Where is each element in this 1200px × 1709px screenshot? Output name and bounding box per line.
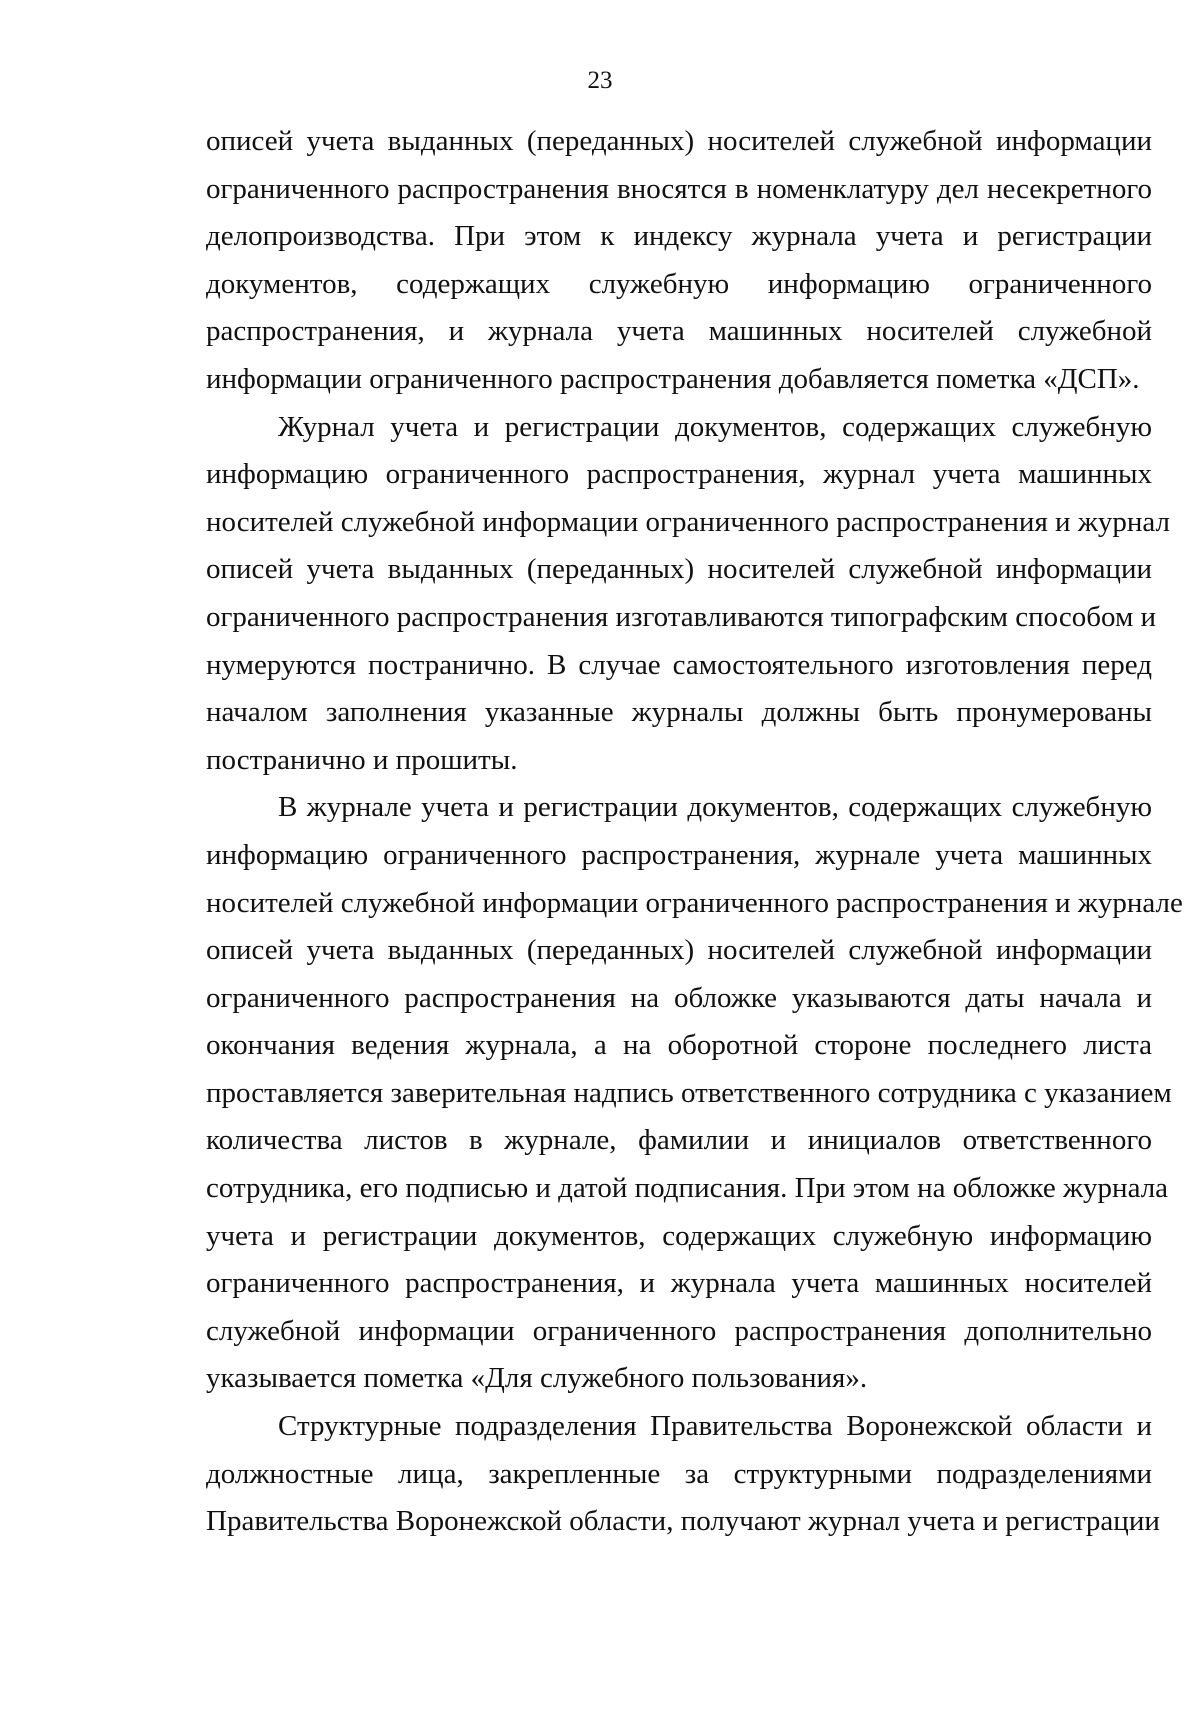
paragraph-line: описей учета выданных (переданных) носителей служебной информации: [206, 934, 1152, 967]
paragraph-line: Структурные подразделения Правительства Воронежской области и: [278, 1410, 1152, 1443]
paragraph-4: [206, 1403, 1160, 1546]
paragraph-line: Правительства Воронежской области, получают журнал учета и регистрации: [206, 1505, 1160, 1538]
paragraph-line: распространения, и журнала учета машинных носителей служебной: [206, 315, 1152, 348]
paragraph-line: учета и регистрации документов, содержащих служебную информацию: [206, 1219, 1152, 1252]
paragraph-line: ограниченного распространения изготавливаются типографским способом и: [206, 600, 1157, 633]
paragraph-line: служебной информации ограниченного распространения дополнительно: [206, 1314, 1152, 1347]
paragraph-line: ограниченного распространения вносятся в номенклатуру дел несекретного: [206, 172, 1152, 205]
paragraph-line: В журнале учета и регистрации документов, содержащих служебную: [278, 791, 1152, 824]
paragraph-line: носителей служебной информации ограниченного распространения и журнале: [206, 886, 1183, 919]
paragraph-line: постранично и прошиты.: [206, 743, 518, 776]
paragraph-line: должностные лица, закрепленные за структурными подразделениями: [206, 1457, 1152, 1490]
paragraph-line: ограниченного распространения, и журнала учета машинных носителей: [206, 1267, 1152, 1300]
paragraph-line: окончания ведения журнала, а на оборотной стороне последнего листа: [206, 1029, 1152, 1062]
paragraph-line: информации ограниченного распространения добавляется пометка «ДСП».: [206, 362, 1140, 395]
paragraph-3: [206, 784, 1183, 1403]
paragraph-line: началом заполнения указанные журналы должны быть пронумерованы: [206, 696, 1152, 729]
paragraph-line: описей учета выданных (переданных) носителей служебной информации: [206, 553, 1152, 586]
paragraph-line: описей учета выданных (переданных) носителей служебной информации: [206, 125, 1152, 157]
paragraph-line: документов, содержащих служебную информацию ограниченного: [206, 267, 1152, 300]
paragraph-line: Журнал учета и регистрации документов, содержащих служебную: [278, 410, 1152, 443]
paragraph-1: [206, 118, 1152, 404]
paragraph-line: проставляется заверительная надпись ответственного сотрудника с указанием: [206, 1076, 1172, 1109]
paragraph-line: носителей служебной информации ограниченного распространения и журнал: [206, 505, 1170, 538]
paragraph-line: сотрудника, его подписью и датой подписания. При этом на обложке журнала: [206, 1172, 1169, 1205]
paragraph-2: [206, 404, 1170, 785]
body-text: [206, 118, 1183, 1546]
paragraph-line: информацию ограниченного распространения, журнале учета машинных: [206, 838, 1152, 871]
page-number: 23: [587, 67, 613, 94]
paragraph-line: делопроизводства. При этом к индексу журнала учета и регистрации: [206, 220, 1152, 253]
paragraph-line: нумеруются постранично. В случае самостоятельного изготовления перед: [206, 648, 1152, 681]
paragraph-line: ограниченного распространения на обложке указываются даты начала и: [206, 981, 1152, 1014]
paragraph-line: информацию ограниченного распространения, журнал учета машинных: [206, 458, 1152, 491]
paragraph-line: указывается пометка «Для служебного пользования».: [206, 1362, 868, 1395]
paragraph-line: количества листов в журнале, фамилии и инициалов ответственного: [206, 1124, 1152, 1157]
